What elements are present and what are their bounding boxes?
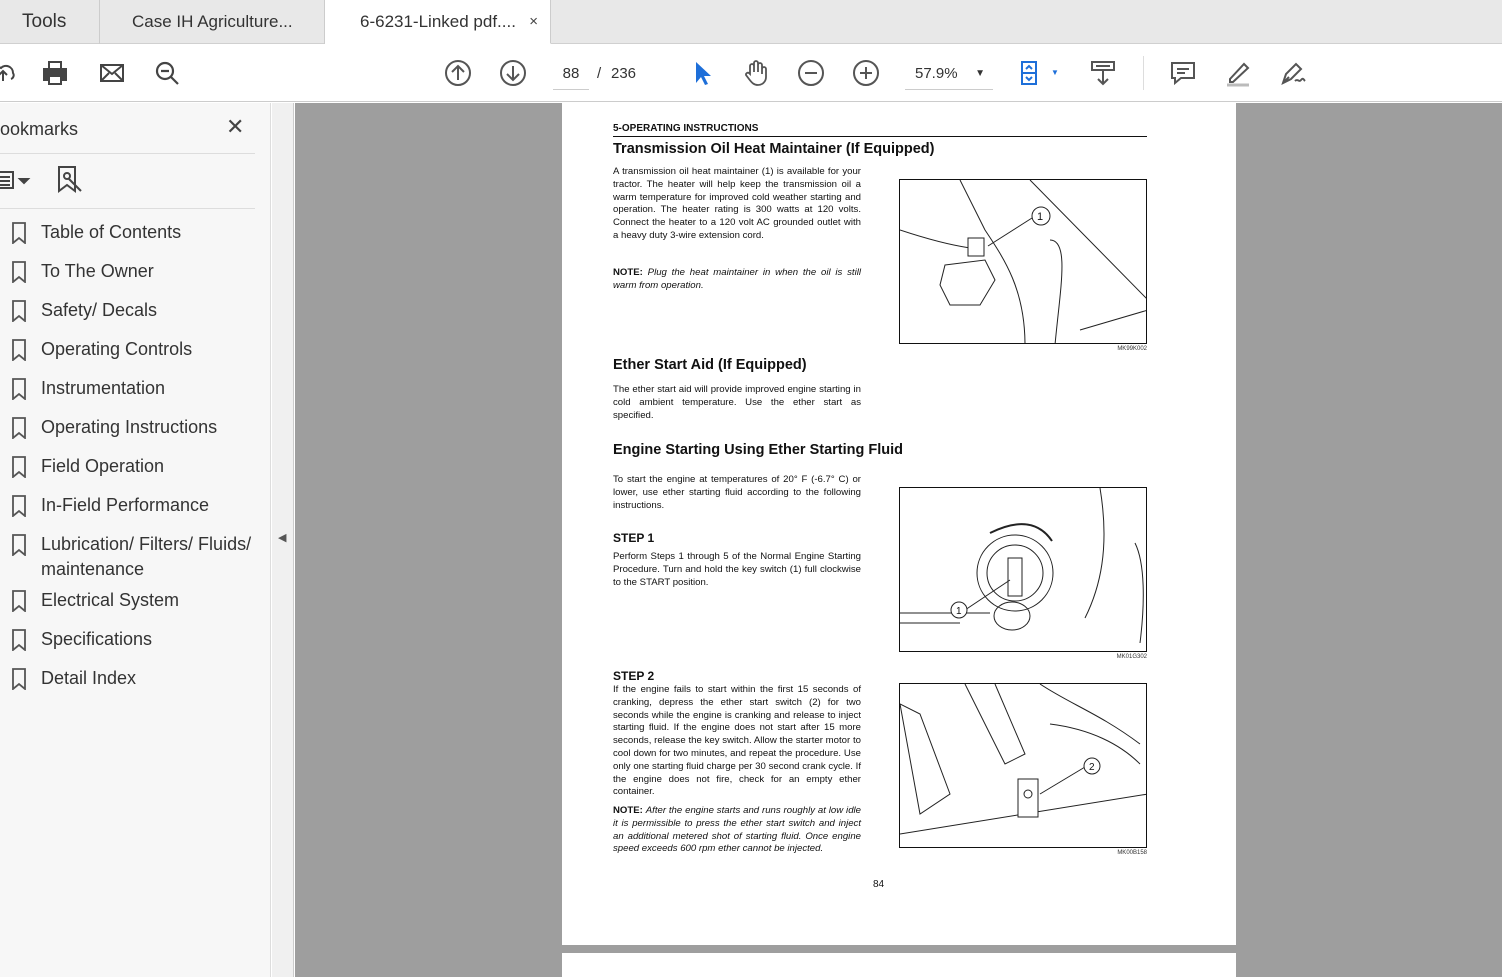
bookmark-item[interactable] — [12, 588, 262, 613]
paragraph: A transmission oil heat maintainer (1) is available for your tractor. The heater will help keep the transmission oil a warm temperature for improved cold weather starting and operation. The heater rating is 300 watts at 120 volts. Connect the heater to a 120 volt AC grounded outlet with a heavy duty 3-wire extension cord. — [613, 166, 861, 241]
heading-ether-start-aid: Ether Start Aid (If Equipped) — [613, 357, 807, 373]
bookmark-label: Operating Controls — [41, 339, 193, 359]
bookmark-item[interactable] — [12, 337, 262, 362]
tab-bar — [0, 0, 1502, 44]
bookmarks-title: ookmarks — [0, 119, 79, 139]
bookmark-label: Electrical System — [41, 590, 180, 610]
email-icon[interactable] — [97, 58, 127, 88]
bookmark-item[interactable] — [12, 666, 262, 691]
bookmark-icon — [12, 339, 26, 361]
bookmark-label: Field Operation — [41, 456, 165, 476]
bookmark-item[interactable] — [12, 493, 262, 518]
highlight-pen-icon[interactable] — [1223, 58, 1253, 88]
bookmark-icon — [12, 222, 26, 244]
search-icon[interactable] — [152, 58, 182, 88]
note — [613, 805, 861, 856]
next-page-icon[interactable] — [498, 58, 528, 88]
bookmark-icon — [12, 534, 26, 556]
page-total: 236 — [611, 65, 637, 82]
divider — [1143, 56, 1144, 90]
note — [613, 267, 861, 293]
upload-icon[interactable] — [0, 58, 18, 88]
bookmark-item[interactable] — [12, 298, 262, 323]
pdf-page — [562, 103, 1236, 945]
zoom-select[interactable] — [905, 58, 993, 90]
new-bookmark-icon[interactable] — [57, 165, 83, 198]
tab-label: 6-6231-Linked pdf.... — [360, 11, 516, 31]
section-header: 5-OPERATING INSTRUCTIONS — [613, 123, 759, 134]
bookmark-icon — [12, 668, 26, 690]
bookmark-item[interactable] — [12, 415, 262, 440]
bookmark-label: Detail Index — [41, 668, 137, 688]
bookmarks-panel — [0, 103, 271, 977]
note-label: NOTE: — [613, 267, 643, 278]
collapse-panel-icon[interactable]: ◀ — [278, 532, 287, 544]
note-label: NOTE: — [613, 805, 643, 816]
bookmark-item[interactable] — [12, 376, 262, 401]
bookmark-icon — [12, 590, 26, 612]
tab-label: Case IH Agriculture... — [132, 12, 293, 31]
next-pdf-page — [562, 953, 1236, 977]
bookmark-label: To The Owner — [41, 261, 154, 281]
figure-caption: MK99K002 — [1117, 346, 1147, 352]
bookmark-label: Table of Contents — [41, 222, 182, 242]
fit-dropdown-icon[interactable]: ▼ — [1051, 68, 1059, 77]
sign-icon[interactable] — [1278, 58, 1308, 88]
page-number: 84 — [873, 879, 885, 890]
key-switch-figure — [899, 487, 1147, 652]
figure-caption: MK01G302 — [1116, 654, 1147, 660]
toolbar — [0, 44, 1502, 102]
tab-case-ih[interactable] — [100, 0, 325, 44]
paragraph: The ether start aid will provide improved engine starting in cold ambient temperature. Use the ether start as specified. — [613, 384, 861, 421]
note-text: Plug the heat maintainer in when the oil is still warm from operation. — [613, 267, 861, 291]
close-panel-icon[interactable]: ✕ — [226, 114, 245, 139]
bookmark-icon — [12, 629, 26, 651]
paragraph: Perform Steps 1 through 5 of the Normal Engine Starting Procedure. Turn and hold the key switch (1) full clockwise to the START position. — [613, 551, 861, 588]
heading-heat-maintainer: Transmission Oil Heat Maintainer (If Equipped) — [613, 141, 935, 157]
bookmark-icon — [12, 300, 26, 322]
page-separator: / — [597, 65, 602, 82]
close-tab-icon[interactable]: × — [529, 13, 538, 30]
comment-icon[interactable] — [1168, 58, 1198, 88]
bookmark-item[interactable] — [12, 220, 262, 245]
zoom-out-icon[interactable] — [796, 58, 826, 88]
bookmark-label: Safety/ Decals — [41, 300, 158, 320]
hand-tool-icon[interactable] — [741, 58, 771, 88]
bookmark-icon — [12, 456, 26, 478]
header-rule — [613, 136, 1147, 137]
ether-switch-figure — [899, 683, 1147, 848]
figure-callout: 2 — [1089, 762, 1095, 773]
figure-callout: 1 — [1037, 211, 1044, 223]
bookmark-label: Instrumentation — [41, 378, 166, 398]
divider — [0, 153, 255, 154]
divider — [0, 208, 255, 209]
print-icon[interactable] — [40, 58, 70, 88]
bookmark-item[interactable] — [12, 627, 262, 652]
heading-engine-starting: Engine Starting Using Ether Starting Fluid — [613, 442, 904, 458]
bookmark-icon — [12, 261, 26, 283]
bookmark-icon — [12, 378, 26, 400]
heat-maintainer-figure — [899, 179, 1147, 344]
zoom-in-icon[interactable] — [851, 58, 881, 88]
bookmark-item[interactable] — [12, 259, 262, 284]
note-text: After the engine starts and runs roughly at low idle it is permissible to press the ether start switch and inject an additional metered shot of starting fluid. Once engine speed exceeds 600 rpm ether cannot be injected. — [613, 805, 861, 855]
bookmark-item[interactable] — [12, 454, 262, 479]
scroll-mode-icon[interactable] — [1088, 58, 1118, 88]
tab-label: Tools — [22, 11, 67, 32]
step-1-heading: STEP 1 — [613, 531, 655, 545]
bookmark-icon — [12, 417, 26, 439]
tab-active-document[interactable] — [325, 0, 551, 44]
step-2-heading: STEP 2 — [613, 669, 655, 683]
paragraph: To start the engine at temperatures of 20° F (-6.7° C) or lower, use ether starting fluid according to the following instructions. — [613, 474, 861, 511]
bookmark-item[interactable] — [12, 532, 262, 582]
tab-tools[interactable] — [0, 0, 100, 44]
figure-callout: 1 — [956, 606, 962, 617]
bookmark-label: Specifications — [41, 629, 153, 649]
zoom-value: 57.9% — [915, 65, 958, 82]
panel-collapse-strip — [272, 103, 294, 977]
options-menu-icon[interactable] — [0, 169, 36, 196]
chevron-down-icon: ▼ — [975, 68, 985, 79]
page-number-input[interactable]: 88 — [553, 58, 589, 90]
previous-page-icon[interactable] — [443, 58, 473, 88]
fit-page-icon[interactable] — [1017, 58, 1047, 88]
bookmark-label: Operating Instructions — [41, 417, 218, 437]
bookmark-icon — [12, 495, 26, 517]
paragraph: If the engine fails to start within the first 15 seconds of cranking, depress the ether start switch (2) for two seconds while the engine is cranking and release to inject starting fluid. If the engine does not start after 15 more seconds, release the key switch. Allow the starter motor to cool down for two minutes, and repeat the procedure. Use only one starting fluid charge per 30 second crank cycle. If the engine does not fire, check for an empty ether container. — [613, 684, 861, 798]
bookmark-label: In-Field Performance — [41, 495, 210, 515]
select-cursor-icon[interactable] — [687, 58, 717, 88]
document-viewer[interactable] — [295, 103, 1502, 977]
figure-caption: MK00B158 — [1117, 850, 1147, 856]
bookmark-label: Lubrication/ Filters/ Fluids/ maintenance — [41, 534, 252, 579]
